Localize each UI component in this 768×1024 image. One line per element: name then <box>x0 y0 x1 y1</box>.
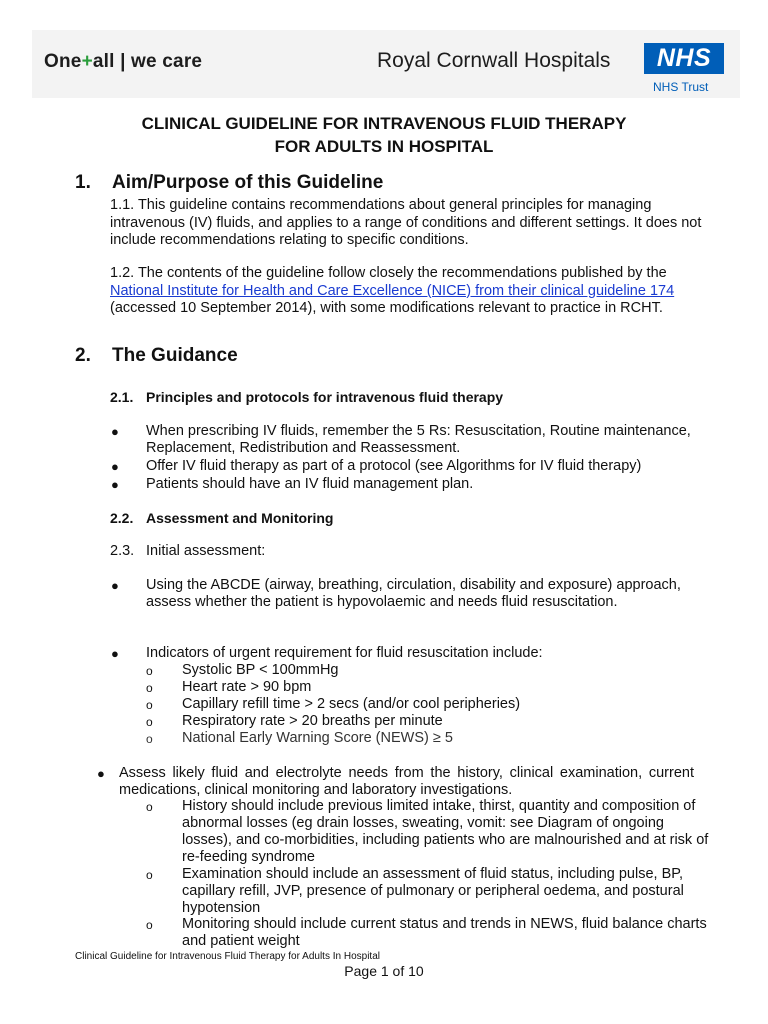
paragraph-1-2 <box>110 265 710 318</box>
document-title <box>0 112 768 158</box>
sub-bullet-text: Monitoring should include current status and trends in NEWS, fluid balance charts and patient weight <box>182 916 707 949</box>
slogan-plus: + <box>81 51 93 72</box>
bullet-item <box>111 423 706 457</box>
sub-bullet-text: Heart rate > 90 bpm <box>182 679 312 695</box>
sub-bullet-item <box>146 662 712 679</box>
sub-bullet-text: National Early Warning Score (NEWS) ≥ 5 <box>182 730 453 746</box>
organization-name: Royal Cornwall Hospitals <box>377 49 611 72</box>
sub-bullet-item <box>146 798 712 866</box>
bullet-item <box>111 577 706 611</box>
bullet-text: Using the ABCDE (airway, breathing, circulation, disability and exposure) approach, assess whether the patient is hypovolaemic and needs fluid resuscitation. <box>146 577 681 610</box>
section-number: 2. <box>75 345 91 366</box>
page-number: Page 1 of 10 <box>344 963 424 979</box>
sub-bullet-item <box>146 916 712 950</box>
section-number: 1. <box>75 172 91 193</box>
footer-document-title: Clinical Guideline for Intravenous Fluid Therapy for Adults In Hospital <box>75 951 380 962</box>
subsection-title: Assessment and Monitoring <box>146 510 334 526</box>
sub-bullet-item <box>146 679 712 696</box>
bullet-icon: ● <box>111 578 119 593</box>
sub-bullet-item <box>146 713 712 730</box>
circle-bullet-icon: o <box>146 868 153 882</box>
section-1-heading <box>75 172 383 194</box>
bullet-text: Indicators of urgent requirement for fluid resuscitation include: <box>146 645 543 661</box>
bullet-icon: ● <box>97 766 105 781</box>
sub-bullet-text: History should include previous limited intake, thirst, quantity and composition of abnormal losses (eg drain losses, sweating, vomit: see Diagram of ongoing losses), and co-morbidities, including patients who are malnourished and at risk of re-feeding syndrome <box>182 798 709 865</box>
sub-bullet-item <box>146 730 712 747</box>
sub-bullet-text: Capillary refill time > 2 secs (and/or cool peripheries) <box>182 696 521 712</box>
subsection-2-1-heading <box>110 389 503 405</box>
slogan <box>44 51 202 73</box>
nice-guideline-link[interactable]: National Institute for Health and Care Excellence (NICE) from their clinical guideline 174 <box>110 282 675 299</box>
circle-bullet-icon: o <box>146 715 153 729</box>
nhs-logo: NHS <box>644 43 724 74</box>
sub-bullet-text: Systolic BP < 100mmHg <box>182 662 339 678</box>
slogan-part1: One <box>44 51 82 72</box>
circle-bullet-icon: o <box>146 698 153 712</box>
sub-bullet-item <box>146 866 712 917</box>
title-line-2: FOR ADULTS IN HOSPITAL <box>274 137 494 156</box>
trust-name: NHS Trust <box>653 80 709 94</box>
sub-bullet-item <box>146 696 712 713</box>
document-header <box>32 30 740 98</box>
sub-bullet-text: Examination should include an assessment of fluid status, including pulse, BP, capillary refill, JVP, presence of pulmonary or peripheral oedema, and postural hypotension <box>182 866 684 916</box>
subsection-number: 2.1. <box>110 389 134 405</box>
section-title: Aim/Purpose of this Guideline <box>112 172 384 193</box>
paragraph-1-1: 1.1. This guideline contains recommendations about general principles for managing intravenous (IV) fluids, and applies to a range of conditions and different settings. It does not include recommendations relating to specific conditions. <box>110 197 702 248</box>
bullet-text: When prescribing IV fluids, remember the 5 Rs: Resuscitation, Routine maintenance, Replacement, Redistribution and Reassessment. <box>146 423 691 456</box>
circle-bullet-icon: o <box>146 732 153 746</box>
slogan-part2: all | we care <box>92 51 203 72</box>
circle-bullet-icon: o <box>146 664 153 678</box>
subsection-title: Initial assessment: <box>146 543 266 559</box>
subsection-2-3-heading <box>110 543 265 559</box>
bullet-text: Offer IV fluid therapy as part of a protocol (see Algorithms for IV fluid therapy) <box>146 458 642 474</box>
bullet-icon: ● <box>111 459 119 474</box>
circle-bullet-icon: o <box>146 918 153 932</box>
bullet-item <box>97 765 694 799</box>
bullet-item <box>111 476 706 493</box>
subsection-2-2-heading <box>110 510 333 526</box>
title-line-1: CLINICAL GUIDELINE FOR INTRAVENOUS FLUID THERAPY <box>141 114 627 133</box>
paragraph-text: (accessed 10 September 2014), with some modifications relevant to practice in RCHT. <box>110 300 663 316</box>
bullet-text: Patients should have an IV fluid management plan. <box>146 476 474 492</box>
circle-bullet-icon: o <box>146 681 153 695</box>
bullet-text: Assess likely fluid and electrolyte needs from the history, clinical examination, current medications, clinical monitoring and laboratory investigations. <box>119 765 694 798</box>
section-2-heading <box>75 345 238 367</box>
bullet-item <box>111 645 706 662</box>
paragraph-text: 1.2. The contents of the guideline follow closely the recommendations published by the <box>110 265 667 281</box>
bullet-icon: ● <box>111 477 119 492</box>
bullet-icon: ● <box>111 646 119 661</box>
subsection-number: 2.2. <box>110 510 134 526</box>
circle-bullet-icon: o <box>146 800 153 814</box>
bullet-icon: ● <box>111 424 119 439</box>
sub-bullet-text: Respiratory rate > 20 breaths per minute <box>182 713 443 729</box>
bullet-item <box>111 458 706 475</box>
section-title: The Guidance <box>112 345 238 366</box>
subsection-number: 2.3. <box>110 543 135 559</box>
subsection-title: Principles and protocols for intravenous fluid therapy <box>146 389 504 405</box>
